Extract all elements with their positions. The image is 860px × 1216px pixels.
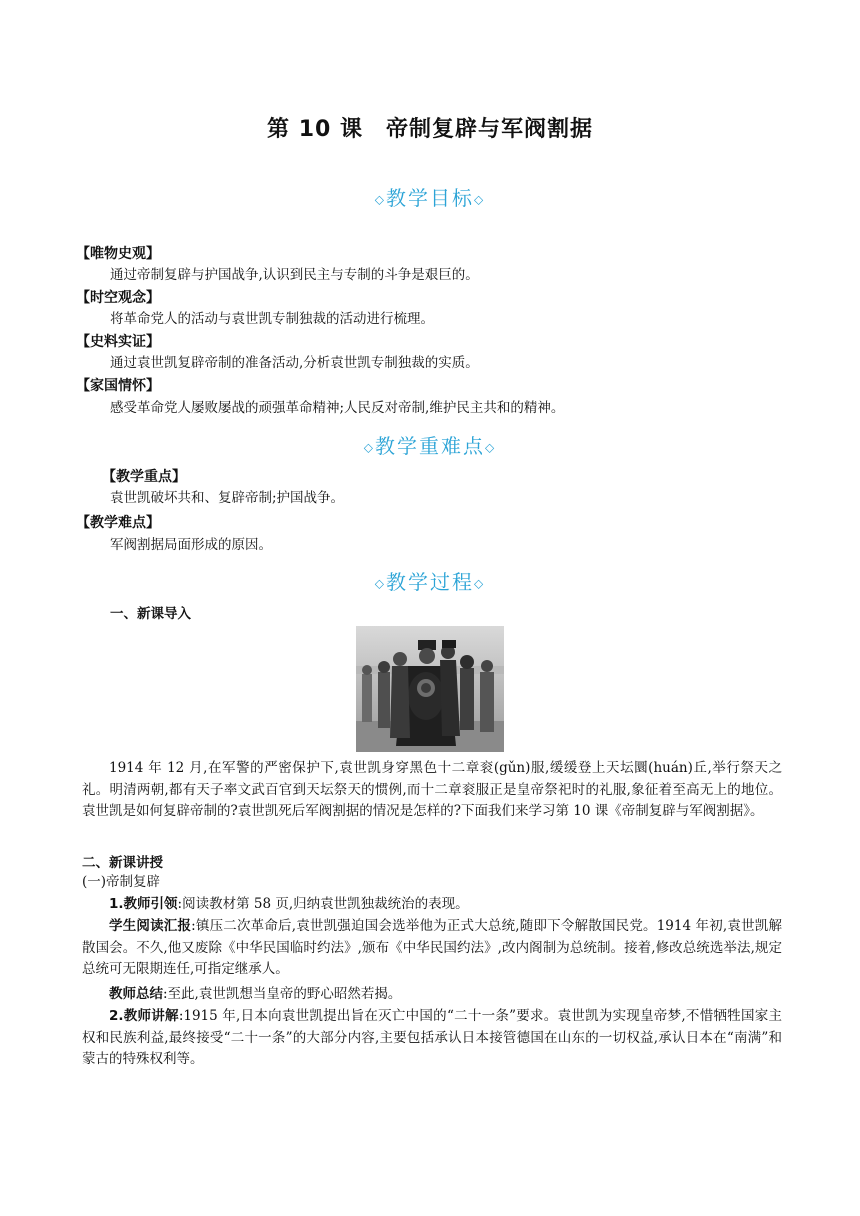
objective-text: 将革命党人的活动与袁世凯专制独裁的活动进行梳理。 bbox=[110, 311, 434, 327]
diamond-icon: ◇ bbox=[474, 576, 486, 591]
historical-photo bbox=[356, 626, 504, 752]
lesson-title: 第 10 课 帝制复辟与军阀割据 bbox=[267, 117, 593, 142]
difficulty-text: 军阀割据局面形成的原因。 bbox=[110, 537, 272, 553]
paragraph-student-report: 学生阅读汇报:镇压二次革命后,袁世凯强迫国会选举他为正式大总统,随即下令解散国民党。1914 年初,袁世凯解散国会。不久,他又废除《中华民国临时约法》,颁布《中华民国约法》,改内阁制为总统制。接着,修改总统选举法,规定总统可无限期连任,可指定继承人。 bbox=[82, 918, 782, 977]
key-point-text: 袁世凯破坏共和、复辟帝制;护国战争。 bbox=[110, 490, 345, 506]
paragraph-teacher-guide: 1.教师引领:阅读教材第 58 页,归纳袁世凯独裁统治的表现。 bbox=[109, 896, 469, 912]
objective-text: 感受革命党人屡败屡战的顽强革命精神;人民反对帝制,维护民主共和的精神。 bbox=[110, 400, 565, 416]
intro-paragraph: 1914 年 12 月,在军警的严密保护下,袁世凯身穿黑色十二章衮(gǔn)服,缓缓登上天坛圜(huán)丘,举行祭天之礼。明清两朝,都有天子率文武百官到天坛祭天的惯例,而十二章衮服正是皇帝祭祀时的礼服,象征着至高无上的地位。袁世凯是如何复辟帝制的?袁世凯死后军阀割据的情况是怎样的?下面我们来学习第 10 课《帝制复辟与军阀割据》。 bbox=[82, 760, 782, 819]
section-heading-objectives: ◇教学目标◇ bbox=[374, 186, 486, 210]
objective-text: 通过袁世凯复辟帝制的准备活动,分析袁世凯专制独裁的实质。 bbox=[110, 355, 479, 371]
paragraph-teacher-summary: 教师总结:至此,袁世凯想当皇帝的野心昭然若揭。 bbox=[109, 986, 402, 1002]
section-heading-key-points: ◇教学重难点◇ bbox=[363, 434, 497, 458]
objective-tag: 【唯物史观】 bbox=[76, 246, 160, 262]
paragraph-teacher-lecture: 2.教师讲解:1915 年,日本向袁世凯提出旨在灭亡中国的“二十一条”要求。袁世凯为实现皇帝梦,不惜牺牲国家主权和民族利益,最终接受“二十一条”的大部分内容,主要包括承认日本接管德国在山东的一切权益,承认日本在“南满”和蒙古的特殊权利等。 bbox=[82, 1008, 782, 1067]
difficulty-tag: 【教学难点】 bbox=[76, 515, 160, 531]
diamond-icon: ◇ bbox=[485, 440, 497, 455]
diamond-icon: ◇ bbox=[474, 192, 486, 207]
process-heading-intro: 一、新课导入 bbox=[110, 606, 191, 622]
subheading-restoration: (一)帝制复辟 bbox=[82, 874, 161, 890]
objective-tag: 【史料实证】 bbox=[76, 334, 160, 350]
objective-tag: 【时空观念】 bbox=[76, 290, 160, 306]
section-heading-process: ◇教学过程◇ bbox=[374, 570, 486, 594]
diamond-icon: ◇ bbox=[363, 440, 375, 455]
objective-tag: 【家国情怀】 bbox=[76, 378, 160, 394]
key-point-tag: 【教学重点】 bbox=[102, 469, 186, 485]
diamond-icon: ◇ bbox=[374, 192, 386, 207]
diamond-icon: ◇ bbox=[374, 576, 386, 591]
process-heading-lecture: 二、新课讲授 bbox=[82, 855, 163, 871]
objective-text: 通过帝制复辟与护国战争,认识到民主与专制的斗争是艰巨的。 bbox=[110, 267, 479, 283]
